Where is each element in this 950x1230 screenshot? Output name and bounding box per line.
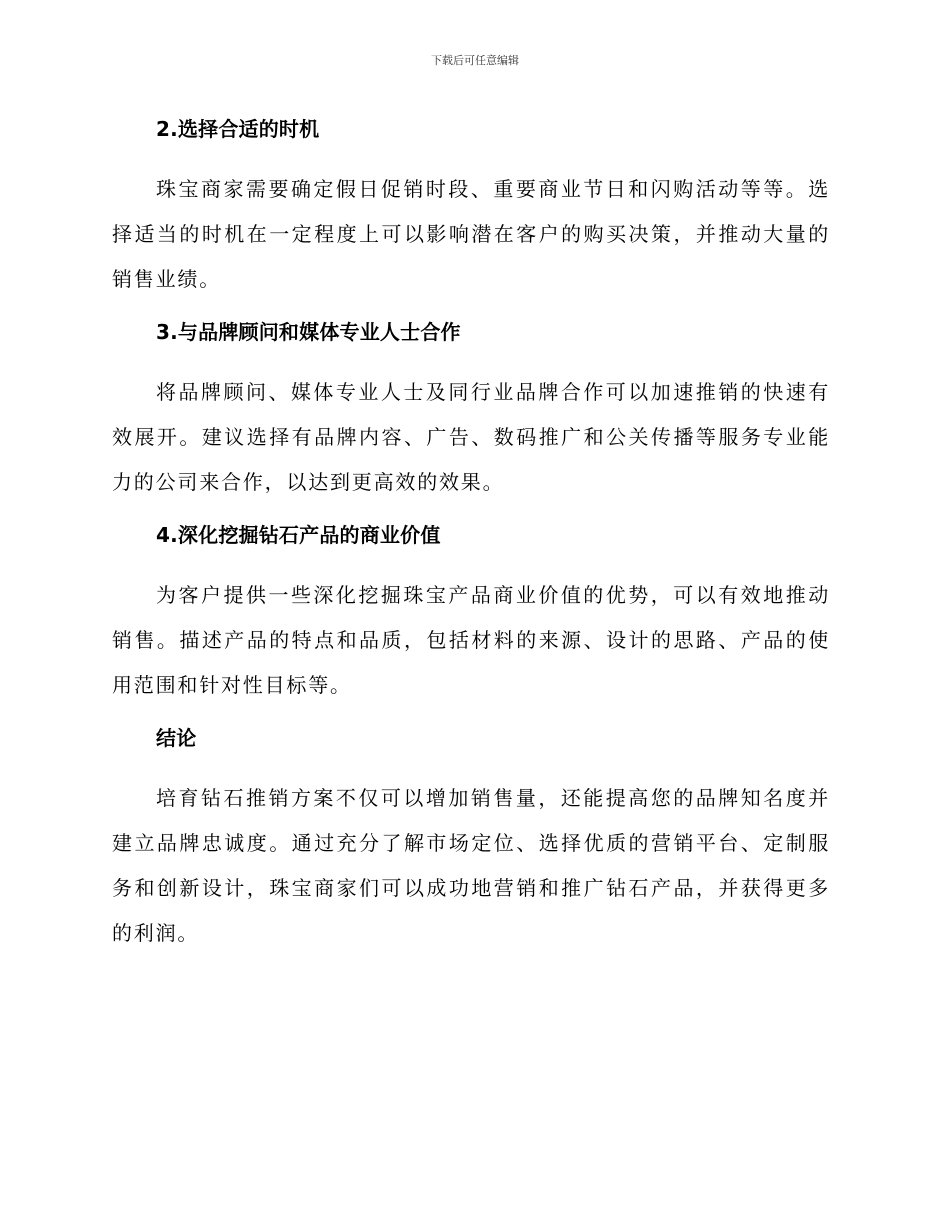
section-partners xyxy=(112,315,830,505)
section-heading: 2.选择合适的时机 xyxy=(156,117,320,141)
section-paragraph: 为客户提供一些深化挖掘珠宝产品商业价值的优势，可以有效地推动销售。描述产品的特点和品质，包括材料的来源、设计的思路、产品的使用范围和针对性目标等。 xyxy=(112,583,830,697)
section-heading: 3.与品牌顾问和媒体专业人士合作 xyxy=(156,320,461,344)
section-timing xyxy=(112,112,830,302)
section-paragraph: 培育钻石推销方案不仅可以增加销售量，还能提高您的品牌知名度并建立品牌忠诚度。通过充分了解市场定位、选择优质的营销平台、定制服务和创新设计，珠宝商家们可以成功地营销和推广钻石产品，并获得更多的利润。 xyxy=(112,786,830,945)
page-header: 下载后可任意编辑 xyxy=(431,54,519,67)
section-value xyxy=(112,518,830,708)
section-heading: 4.深化挖掘钻石产品的商业价值 xyxy=(156,523,441,547)
section-heading: 结论 xyxy=(156,726,197,750)
section-paragraph: 珠宝商家需要确定假日促销时段、重要商业节日和闪购活动等等。选择适当的时机在一定程度上可以影响潜在客户的购买决策，并推动大量的销售业绩。 xyxy=(112,177,830,291)
document-body xyxy=(112,112,830,969)
section-paragraph: 将品牌顾问、媒体专业人士及同行业品牌合作可以加速推销的快速有效展开。建议选择有品牌内容、广告、数码推广和公关传播等服务专业能力的公司来合作，以达到更高效的效果。 xyxy=(112,380,830,494)
section-conclusion xyxy=(112,721,830,956)
